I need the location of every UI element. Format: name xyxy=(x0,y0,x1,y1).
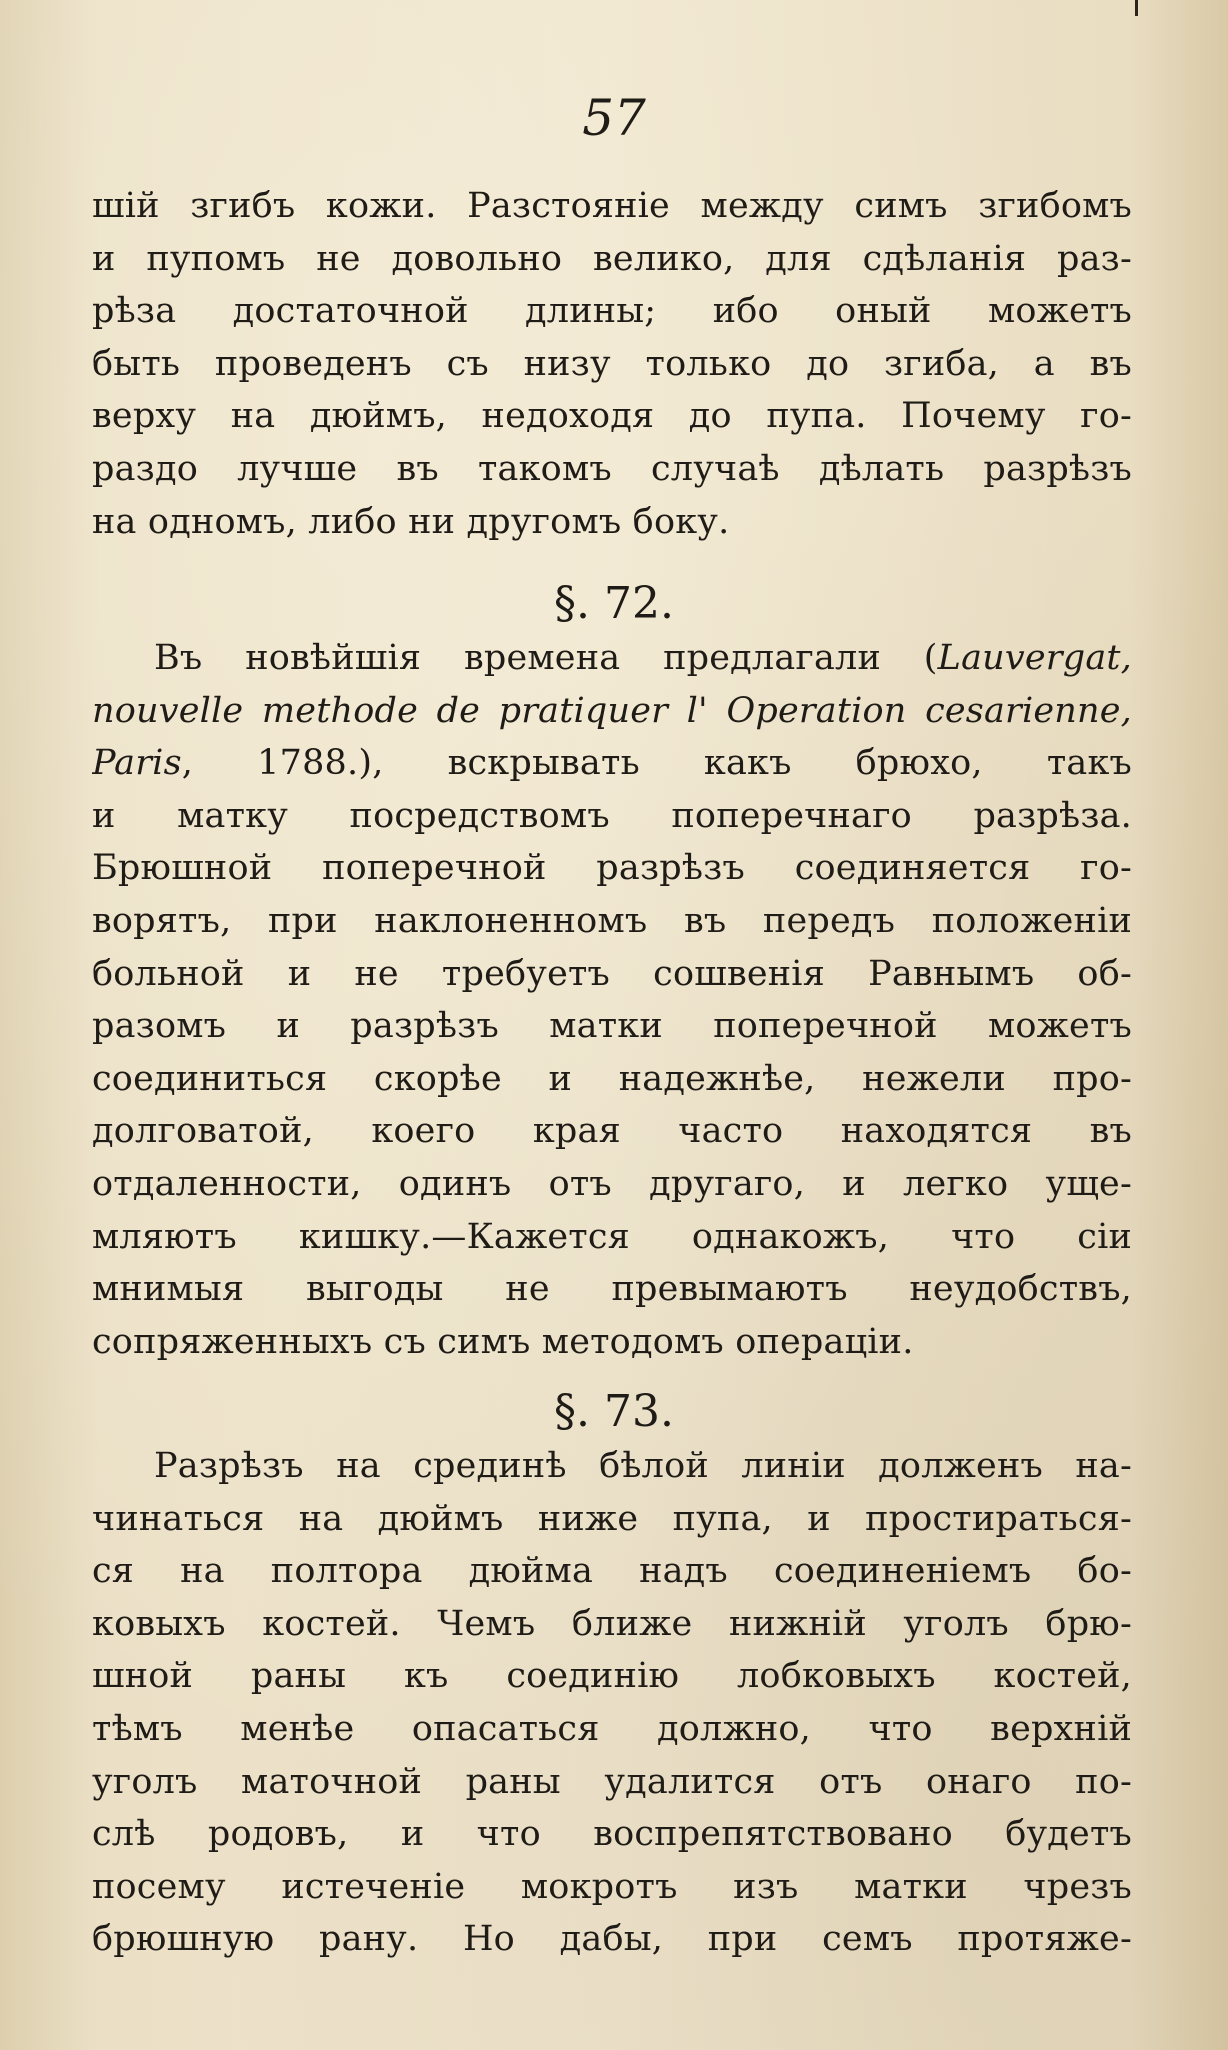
text-line: ся на полтора дюйма надъ соединеніемъ бо- xyxy=(92,1551,1132,1592)
text-line: на одномъ, либо ни другомъ боку. xyxy=(92,501,730,542)
text-line: быть проведенъ съ низу только до згиба, а въ xyxy=(92,343,1132,384)
text-line: тѣмъ менѣе опасаться должно, что верхній xyxy=(92,1708,1132,1749)
section-heading-73: §. 73. xyxy=(554,1386,674,1437)
page-number: 57 xyxy=(582,89,646,147)
citation-title-line xyxy=(92,685,1132,738)
paragraph-continued xyxy=(92,180,1132,548)
text-line: больной и не требуетъ сошвенія Равнымъ об- xyxy=(92,953,1132,994)
page-edge-mark xyxy=(1135,0,1138,16)
text-line: ковыхъ костей. Чемъ ближе нижній уголъ брю- xyxy=(92,1603,1132,1644)
section-heading-72: §. 72. xyxy=(554,578,674,629)
text-line: шій згибъ кожи. Разстояніе между симъ згибомъ xyxy=(92,186,1132,226)
text-line: и матку посредствомъ поперечнаго разрѣза. xyxy=(92,795,1132,836)
paragraph-section-73 xyxy=(92,1440,1132,1966)
text-line: шной раны къ соединію лобковыхъ костей, xyxy=(92,1656,1132,1697)
text-fragment: Въ новѣйшія времена предлагали ( xyxy=(154,638,938,678)
text-line: соединиться скорѣе и надежнѣе, нежели про- xyxy=(92,1058,1132,1099)
text-line: посему истеченіе мокротъ изъ матки чрезъ xyxy=(92,1866,1132,1907)
text-fragment: , 1788.), вскрывать какъ брюхо, такъ xyxy=(181,743,1132,784)
text-line: разомъ и разрѣзъ матки поперечной можетъ xyxy=(92,1006,1132,1047)
text-line: слѣ родовъ, и что воспрепятствовано будетъ xyxy=(92,1814,1132,1855)
text-line: ворятъ, при наклоненномъ въ передъ положеніи xyxy=(92,900,1132,941)
text-line: уголъ маточной раны удалится отъ онаго по- xyxy=(92,1761,1132,1802)
text-line: отдаленности, одинъ отъ другаго, и легко уще- xyxy=(92,1163,1132,1204)
citation-place: Paris xyxy=(92,743,182,784)
text-line: Разрѣзъ на срединѣ бѣлой линіи долженъ на- xyxy=(154,1446,1132,1486)
text-line: и пупомъ не довольно велико, для сдѣланія раз- xyxy=(92,238,1132,279)
text-line: сопряженныхъ съ симъ методомъ операціи. xyxy=(92,1321,914,1362)
text-line: брюшную рану. Но дабы, при семъ протяже- xyxy=(92,1919,1132,1960)
text-line: чинаться на дюймъ ниже пупа, и простираться- xyxy=(92,1498,1132,1539)
text-line: мляютъ кишку.—Кажется однакожъ, что сіи xyxy=(92,1216,1132,1257)
citation-title: nouvelle methode de pratiquer l' Operation cesarienne, xyxy=(92,690,1132,731)
text-line: долговатой, коего края часто находятся въ xyxy=(92,1111,1132,1152)
text-line: мнимыя выгоды не превымаютъ неудобствъ, xyxy=(92,1269,1132,1310)
text-line: рѣза достаточной длины; ибо оный можетъ xyxy=(92,291,1132,332)
text-line-with-citation xyxy=(92,632,1132,685)
text-line: раздо лучше въ такомъ случаѣ дѣлать разрѣзъ xyxy=(92,448,1132,489)
text-line: Брюшной поперечной разрѣзъ соединяется го- xyxy=(92,848,1132,889)
text-line-with-citation xyxy=(92,737,1132,790)
citation-author: Lauvergat, xyxy=(937,638,1132,678)
paragraph-section-72 xyxy=(92,632,1132,1368)
text-line: верху на дюймъ, недоходя до пупа. Почему го- xyxy=(92,396,1132,437)
